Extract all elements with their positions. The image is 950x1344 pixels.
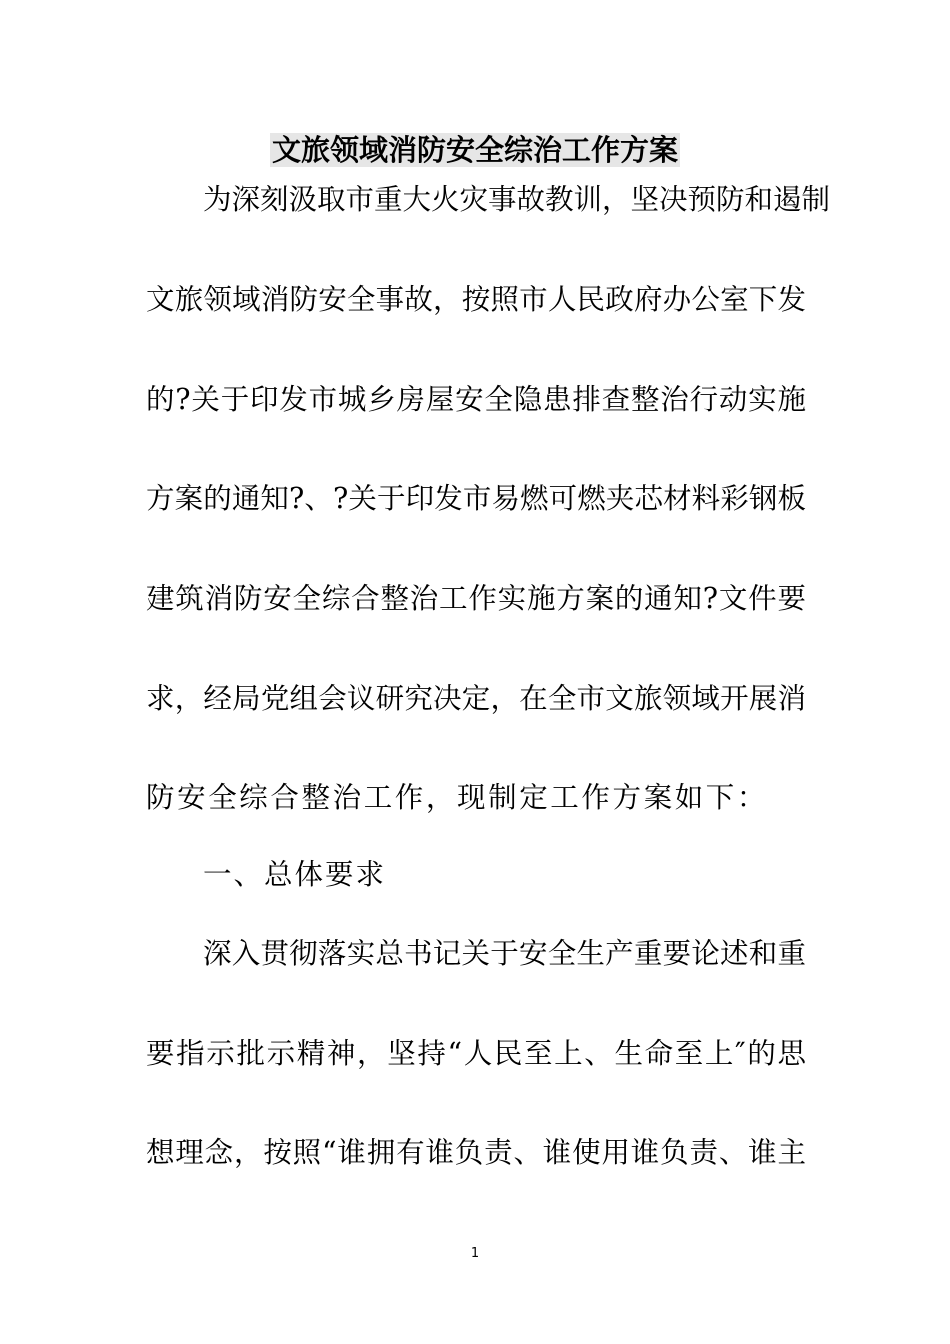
paragraph-line: 建筑消防安全综合整治工作实施方案的通知?文件要: [146, 582, 806, 615]
paragraph-line: 要指示批示精神，坚持“人民至上、生命至上″的思: [146, 1037, 806, 1070]
paragraph-line: 文旅领域消防安全事故，按照市人民政府办公室下发: [146, 283, 806, 316]
page-number: 1: [470, 1246, 480, 1261]
document-title: [0, 130, 950, 170]
paragraph-line: 求，经局党组会议研究决定，在全市文旅领域开展消: [146, 682, 806, 715]
section-heading: 一、总体要求: [203, 858, 387, 891]
paragraph-line: 想理念，按照“谁拥有谁负责、谁使用谁负责、谁主: [146, 1136, 806, 1169]
document-title-text: 文旅领域消防安全综治工作方案: [271, 133, 678, 167]
paragraph-line: 方案的通知?、?关于印发市易燃可燃夹芯材料彩钢板: [146, 482, 806, 515]
paragraph-line: 为深刻汲取市重大火灾事故教训，坚决预防和遏制: [203, 183, 831, 216]
paragraph-line: 深入贯彻落实总书记关于安全生产重要论述和重: [203, 937, 806, 970]
paragraph-line: 防安全综合整治工作，现制定工作方案如下：: [146, 781, 769, 814]
paragraph-line: 的?关于印发市城乡房屋安全隐患排查整治行动实施: [146, 383, 806, 416]
